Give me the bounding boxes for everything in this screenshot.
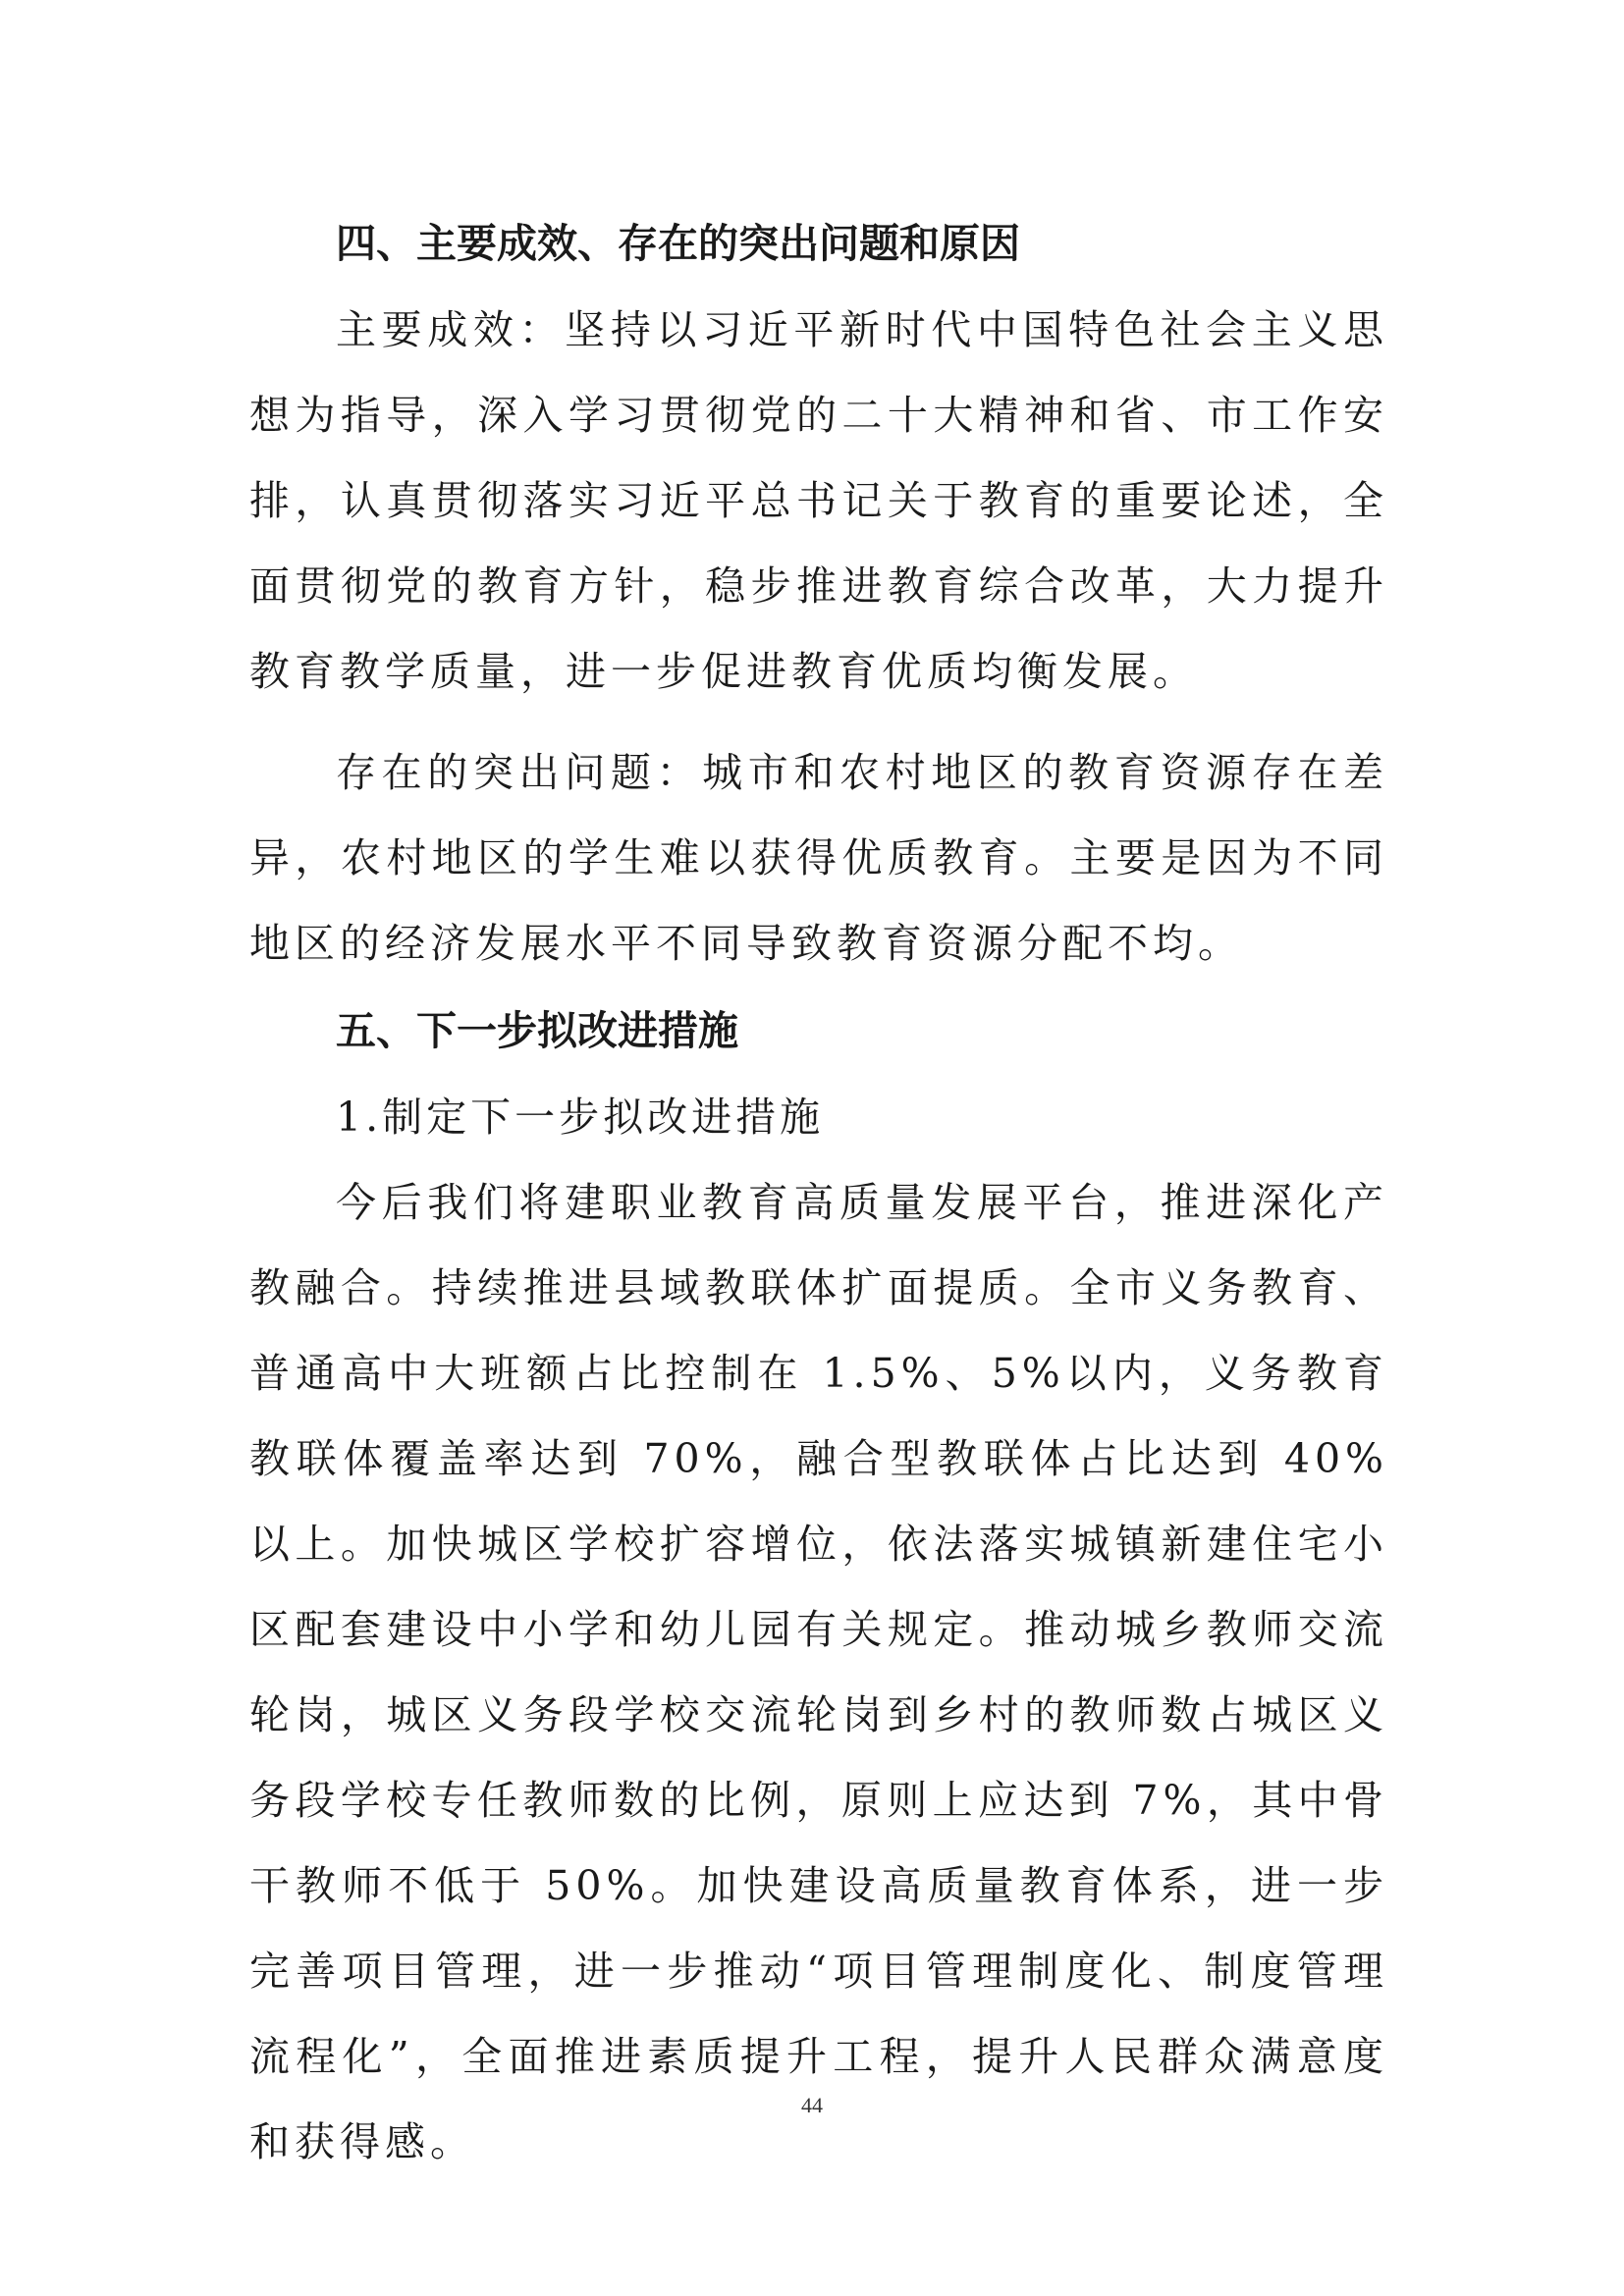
section-heading-next-steps: 五、下一步拟改进措施 — [336, 1007, 738, 1054]
document-body — [249, 199, 1388, 2185]
paragraph-main-achievements: 主要成效：坚持以习近平新时代中国特色社会主义思想为指导，深入学习贯彻党的二十大精神和省、市工作安排，认真贯彻落实习近平总书记关于教育的重要论述，全面贯彻党的教育方针，稳步推进教育综合改革，大力提升教育教学质量，进一步促进教育优质均衡发展。 — [249, 306, 1388, 695]
section-heading-achievements-problems: 四、主要成效、存在的突出问题和原因 — [336, 220, 1020, 267]
page-number: 44 — [801, 2093, 823, 2117]
subheading-improvement-measures: 1.制定下一步拟改进措施 — [336, 1094, 825, 1141]
paragraph-outstanding-problems: 存在的突出问题：城市和农村地区的教育资源存在差异，农村地区的学生难以获得优质教育。主要是因为不同地区的经济发展水平不同导致教育资源分配不均。 — [249, 749, 1388, 967]
paragraph-improvement-measures: 今后我们将建职业教育高质量发展平台，推进深化产教融合。持续推进县域教联体扩面提质。全市义务教育、普通高中大班额占比控制在 1.5%、5%以内，义务教育教联体覆盖率达到 70%，融合型教联体占比达到 40%以上。加快城区学校扩容增位，依法落实城镇新建住宅小区配套建设中小学和幼儿园有关规定。推动城乡教师交流轮岗，城区义务段学校交流轮岗到乡村的教师数占城区义务段学校专任教师数的比例，原则上应达到 7%，其中骨干教师不低于 50%。加快建设高质量教育体系，进一步完善项目管理，进一步推动“项目管理制度化、制度管理流程化”，全面推进素质提升工程，提升人民群众满意度和获得感。 — [249, 1179, 1388, 2165]
